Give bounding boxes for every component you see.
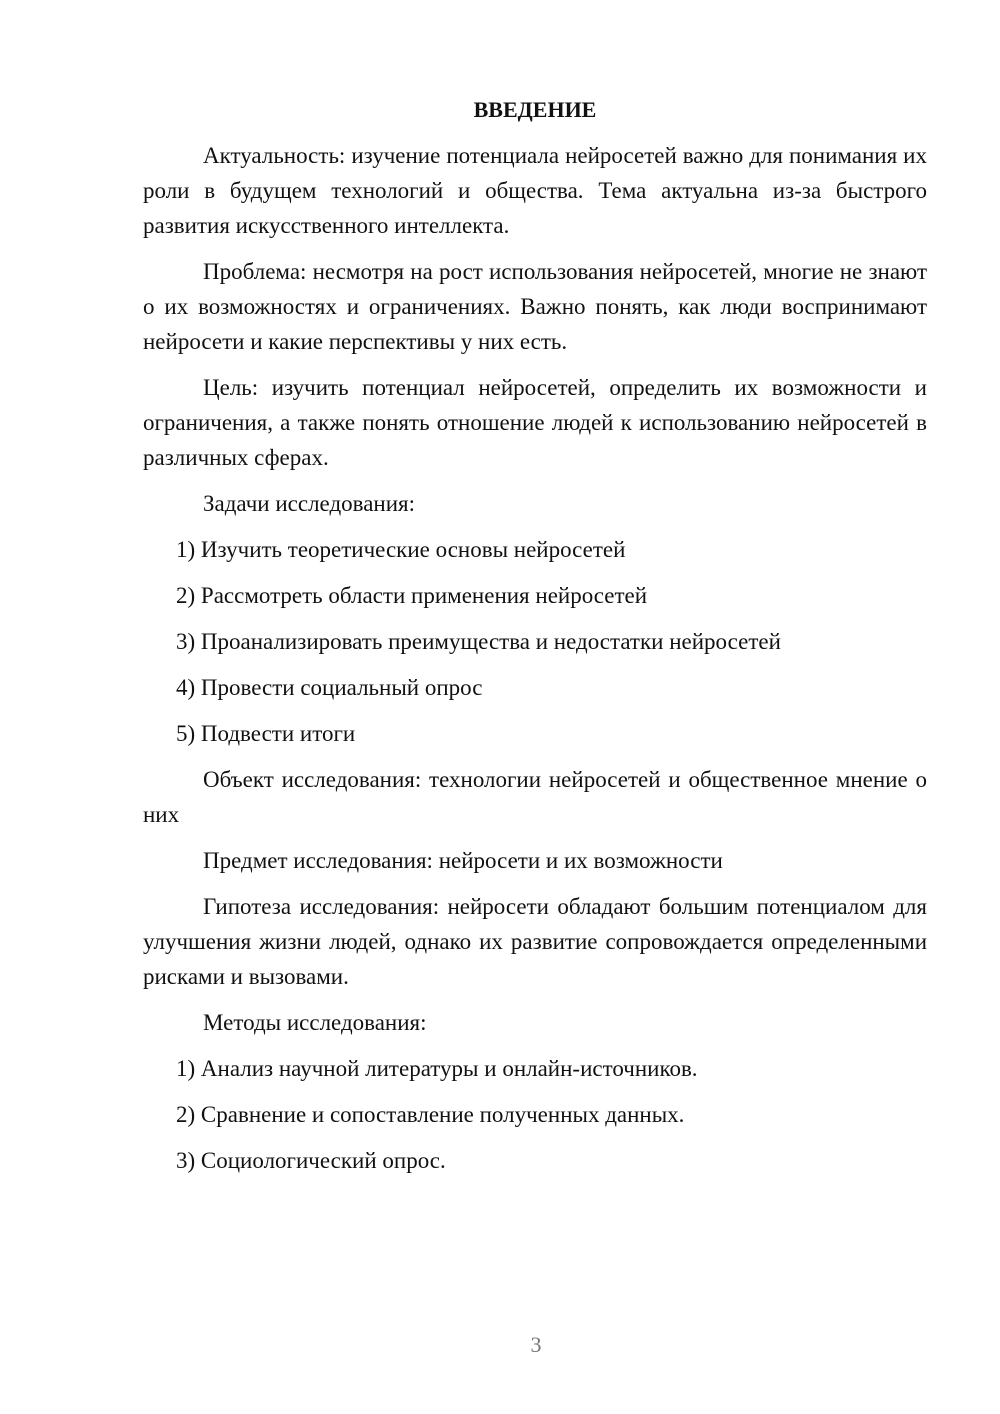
- task-item: 2) Рассмотреть области применения нейросетей: [176, 583, 648, 608]
- relevance-paragraph: Актуальность: изучение потенциала нейросетей важно для понимания их роли в будущем технологий и общества. Тема актуальна из-за быстрого развития искусственного интеллекта.: [143, 143, 927, 238]
- page-number: 3: [530, 1332, 542, 1357]
- tasks-heading: Задачи исследования:: [203, 491, 416, 516]
- task-item: 1) Изучить теоретические основы нейросетей: [176, 537, 626, 562]
- method-item: 3) Социологический опрос.: [176, 1148, 446, 1173]
- section-title: ВВЕДЕНИЕ: [473, 97, 597, 122]
- goal-paragraph: Цель: изучить потенциал нейросетей, определить их возможности и ограничения, а также понять отношение людей к использованию нейросетей в различных сферах.: [143, 375, 927, 470]
- task-item: 5) Подвести итоги: [176, 721, 356, 746]
- task-item: 4) Провести социальный опрос: [176, 675, 483, 700]
- method-item: 2) Сравнение и сопоставление полученных данных.: [176, 1102, 685, 1127]
- hypothesis-paragraph: Гипотеза исследования: нейросети обладают большим потенциалом для улучшения жизни людей, однако их развитие сопровождается определенными рисками и вызовами.: [143, 894, 927, 989]
- problem-paragraph: Проблема: несмотря на рост использования нейросетей, многие не знают о их возможностях и ограничениях. Важно понять, как люди воспринимают нейросети и какие перспективы у них есть.: [143, 259, 927, 354]
- subject-paragraph: Предмет исследования: нейросети и их возможности: [203, 848, 723, 873]
- object-paragraph: Объект исследования: технологии нейросетей и общественное мнение о них: [143, 767, 927, 827]
- task-item: 3) Проанализировать преимущества и недостатки нейросетей: [176, 629, 781, 654]
- methods-heading: Методы исследования:: [203, 1010, 427, 1035]
- page-content: [143, 92, 927, 1189]
- method-item: 1) Анализ научной литературы и онлайн-источников.: [176, 1056, 698, 1081]
